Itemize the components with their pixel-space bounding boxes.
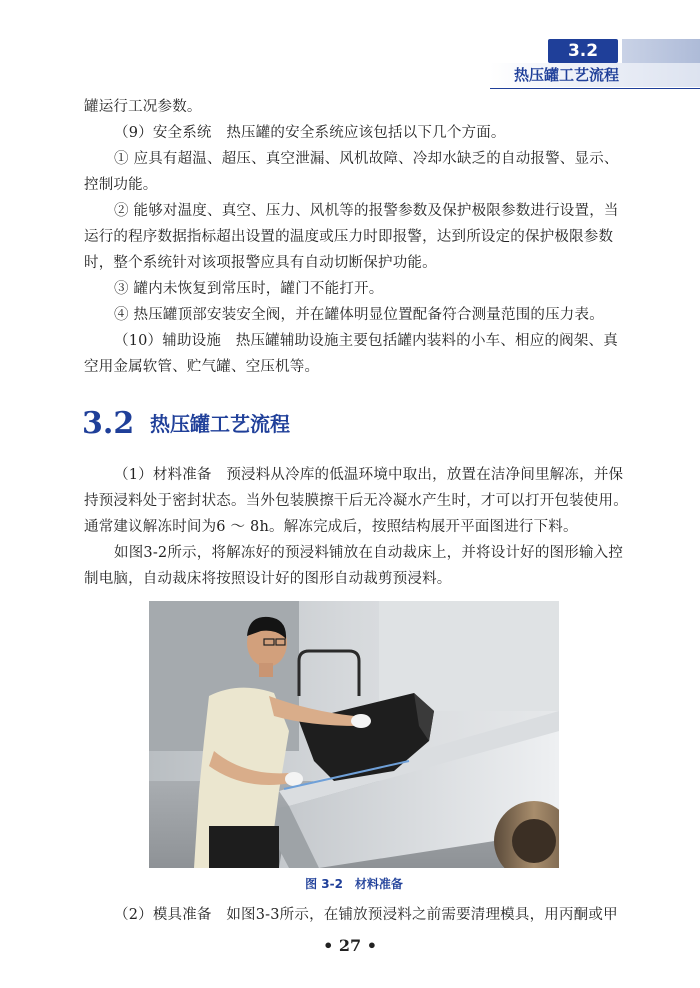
paragraph: （9）安全系统 热压罐的安全系统应该包括以下几个方面。 <box>114 125 506 141</box>
paragraph: ③ 罐内未恢复到常压时，罐门不能打开。 <box>114 281 384 297</box>
material-prep-photo <box>149 601 559 868</box>
header-rule <box>490 88 700 89</box>
paragraph: （10）辅助设施 热压罐辅助设施主要包括罐内装料的小车、相应的阀架、真空用金属软管、贮气罐、空压机等。 <box>84 333 618 375</box>
header-section-number: 3.2 <box>548 39 618 63</box>
section-number: 3.2 <box>82 406 135 441</box>
header-section-title: 热压罐工艺流程 <box>513 66 619 84</box>
page-number: • 27 • <box>323 936 377 955</box>
figure-photo <box>149 601 559 868</box>
figure-caption: 图 3-2 材料准备 <box>305 877 403 891</box>
paragraph: 罐运行工况参数。 <box>84 99 202 115</box>
paragraph: ④ 热压罐顶部安装安全阀，并在罐体明显位置配备符合测量范围的压力表。 <box>114 307 604 323</box>
paragraph: 如图3-2所示，将解冻好的预浸料铺放在自动裁床上，并将设计好的图形输入控制电脑，自动裁床将按照设计好的图形自动裁剪预浸料。 <box>84 545 624 587</box>
paragraph: ② 能够对温度、真空、压力、风机等的报警参数及保护极限参数进行设置，当运行的程序数据指标超出设置的温度或压力时即报警，达到所设定的保护极限参数时，整个系统针对该项报警应具有自动切断保护功能。 <box>84 203 619 271</box>
paragraph: （1）材料准备 预浸料从冷库的低温环境中取出，放置在洁净间里解冻，并保持预浸料处于密封状态。当外包装膜擦干后无冷凝水产生时，才可以打开包装使用。通常建议解冻时间为6 ～ 8h。解冻完成后，按照结构展开平面图进行下料。 <box>84 467 628 535</box>
section-title: 热压罐工艺流程 <box>150 412 290 436</box>
paragraph: ① 应具有超温、超压、真空泄漏、风机故障、冷却水缺乏的自动报警、显示、控制功能。 <box>84 151 619 193</box>
paragraph: （2）模具准备 如图3-3所示，在铺放预浸料之前需要清理模具，用丙酮或甲 <box>114 907 618 923</box>
